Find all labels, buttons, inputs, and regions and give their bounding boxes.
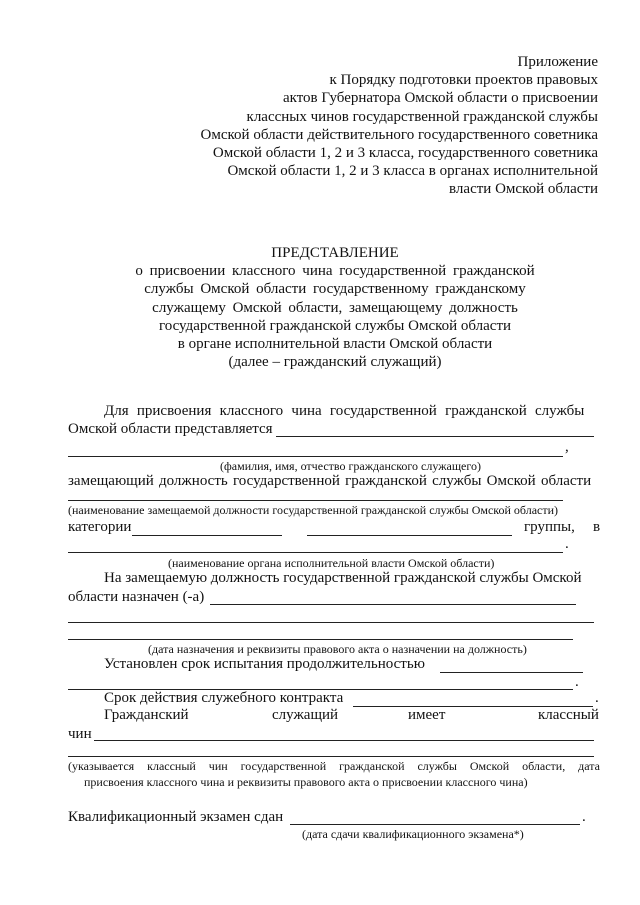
title-line: государственной гражданской службы Омской области bbox=[158, 317, 512, 334]
caption-exam: (дата сдачи квалификационного экзамена*) bbox=[302, 827, 524, 841]
intro-line-1: Для присвоения классного чина государственной гражданской службы bbox=[104, 403, 585, 419]
organ-field[interactable] bbox=[68, 552, 563, 553]
exam-label: Квалификационный экзамен сдан bbox=[68, 809, 284, 825]
rank-word: чин bbox=[68, 726, 92, 742]
in-label: в bbox=[593, 519, 601, 535]
document-title-block bbox=[0, 244, 640, 371]
caption-appointment: (дата назначения и реквизиты правового акта о назначении на должность) bbox=[148, 642, 527, 656]
title-line: в органе исполнительной власти Омской области bbox=[177, 336, 493, 353]
rank-word: служащий bbox=[272, 707, 339, 723]
caption-rank-1: (указывается классный чин государственной гражданской службы Омской области, дата bbox=[68, 759, 600, 773]
category-label: категории bbox=[68, 519, 132, 535]
appointment-line-1: На замещаемую должность государственной гражданской службы Омской bbox=[104, 570, 582, 586]
appointment-line-2: области назначен (-а) bbox=[68, 589, 205, 605]
title-line: службы Омской области государственному гражданскому bbox=[144, 281, 526, 298]
intro-line-2: Омской области представляется bbox=[68, 421, 273, 437]
rank-field-2[interactable] bbox=[68, 756, 594, 757]
probation-label: Установлен срок испытания продолжительностью bbox=[104, 656, 425, 672]
rank-field-1[interactable] bbox=[94, 740, 594, 741]
candidate-field-1[interactable] bbox=[276, 436, 594, 437]
group-label: группы, bbox=[524, 519, 575, 535]
candidate-field-2[interactable] bbox=[68, 456, 563, 457]
document-heading: ПРЕДСТАВЛЕНИЕ bbox=[271, 245, 399, 261]
title-line: (далее – гражданский служащий) bbox=[228, 354, 442, 371]
appendix-header bbox=[201, 53, 598, 199]
appointment-field-1[interactable] bbox=[210, 604, 576, 605]
group-field[interactable] bbox=[307, 535, 512, 536]
rank-word: имеет bbox=[408, 707, 446, 723]
appendix-line: Омской области 1, 2 и 3 класса, государственного советника bbox=[212, 145, 598, 162]
appendix-line: Омской области 1, 2 и 3 класса в органах исполнительной bbox=[227, 163, 598, 180]
caption-position: (наименование замещаемой должности государственной гражданской службы Омской области) bbox=[68, 503, 559, 517]
appendix-line: к Порядку подготовки проектов правовых bbox=[329, 72, 598, 89]
appendix-line: Приложение bbox=[517, 54, 598, 70]
appendix-line: классных чинов государственной гражданской службы bbox=[246, 108, 598, 125]
caption-organ: (наименование органа исполнительной власти Омской области) bbox=[168, 556, 495, 570]
period-mark: . bbox=[582, 809, 586, 825]
rank-word: классный bbox=[538, 707, 599, 723]
appendix-line: власти Омской области bbox=[449, 181, 598, 198]
appointment-field-2[interactable] bbox=[68, 622, 594, 623]
appendix-line: Омской области действительного государственного советника bbox=[200, 126, 598, 143]
period-mark: . bbox=[575, 674, 579, 690]
category-field[interactable] bbox=[132, 535, 282, 536]
title-line: служащему Омской области, замещающему должность bbox=[152, 299, 518, 316]
position-field[interactable] bbox=[68, 500, 563, 501]
rank-word: Гражданский bbox=[104, 707, 189, 723]
period-mark: . bbox=[565, 536, 569, 552]
comma-mark: , bbox=[565, 439, 569, 455]
probation-field-1[interactable] bbox=[440, 672, 583, 673]
caption-rank-2: присвоения классного чина и реквизиты правового акта о присвоении классного чина) bbox=[84, 775, 528, 789]
contract-label: Срок действия служебного контракта bbox=[104, 690, 344, 706]
period-mark: . bbox=[595, 690, 599, 706]
title-line: о присвоении классного чина государственной гражданской bbox=[135, 263, 535, 280]
appendix-line: актов Губернатора Омской области о присвоении bbox=[282, 90, 598, 107]
appointment-field-3[interactable] bbox=[68, 639, 573, 640]
position-line: замещающий должность государственной гражданской службы Омской области bbox=[68, 473, 592, 489]
caption-fio: (фамилия, имя, отчество гражданского служащего) bbox=[220, 459, 481, 473]
exam-field[interactable] bbox=[290, 824, 580, 825]
